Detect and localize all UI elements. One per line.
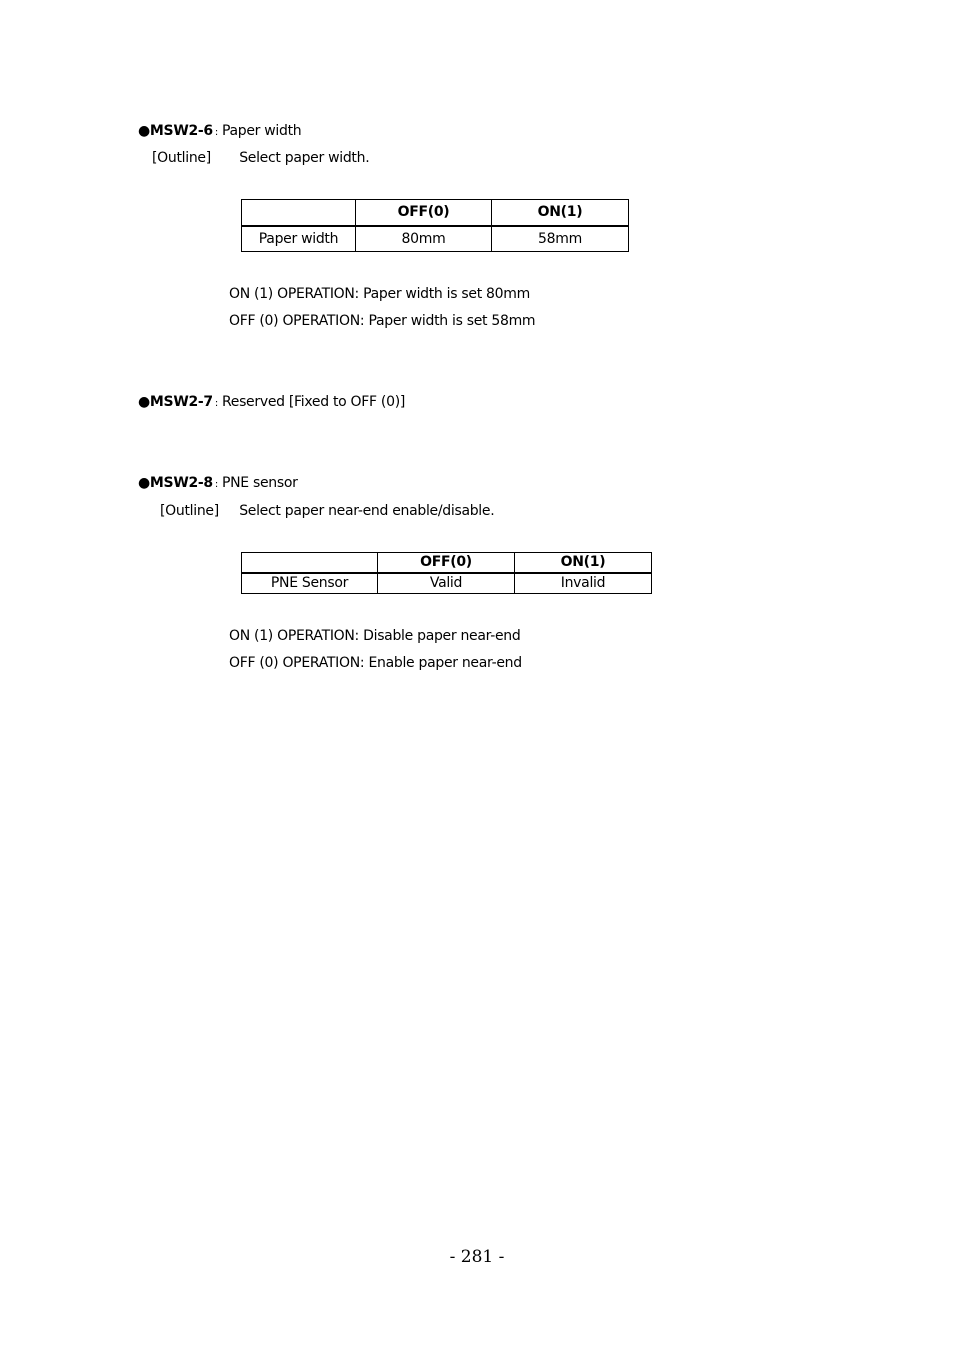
section-heading-msw2-7: [138, 393, 405, 413]
table-row: [242, 226, 629, 252]
table-row: [242, 573, 652, 594]
table-cell: 58mm: [492, 226, 629, 252]
table-cell: Paper width: [242, 226, 356, 252]
section-title: Paper width: [221, 123, 302, 139]
outline-text: Select paper width.: [239, 150, 370, 166]
colon: :: [214, 127, 218, 138]
section-title: Reserved [Fixed to OFF (0)]: [221, 394, 406, 410]
outline-tag: [Outline]: [160, 503, 219, 519]
table-header-cell: OFF(0): [356, 200, 492, 226]
section-label: MSW2-8: [149, 475, 213, 491]
bullet-icon: ●: [138, 475, 150, 491]
section-label: MSW2-7: [149, 394, 213, 410]
table-cell: PNE Sensor: [242, 573, 378, 594]
table-cell: Valid: [378, 573, 515, 594]
section-heading-msw2-8: [138, 474, 298, 494]
table-header-cell: ON(1): [492, 200, 629, 226]
section-title: PNE sensor: [221, 475, 298, 491]
outline-line: [160, 503, 494, 519]
operation-note: OFF (0) OPERATION: Enable paper near-end: [229, 655, 522, 671]
table-cell: Invalid: [515, 573, 652, 594]
outline-line: [152, 150, 369, 166]
section-heading-msw2-6: [138, 122, 301, 142]
outline-tag: [Outline]: [152, 150, 211, 166]
table-cell: 80mm: [356, 226, 492, 252]
setting-table: [241, 552, 652, 594]
colon: :: [214, 479, 218, 490]
section-label: MSW2-6: [149, 123, 213, 139]
operation-note: ON (1) OPERATION: Paper width is set 80mm: [229, 286, 530, 302]
table-header-cell: [242, 200, 356, 226]
setting-table: [241, 199, 629, 252]
colon: :: [214, 398, 218, 409]
page-number: - 281 -: [449, 1247, 505, 1267]
bullet-icon: ●: [138, 123, 150, 139]
outline-text: Select paper near-end enable/disable.: [239, 503, 495, 519]
table-header-cell: [242, 553, 378, 573]
bullet-icon: ●: [138, 394, 150, 410]
table-header-row: [242, 200, 629, 226]
table-header-cell: ON(1): [515, 553, 652, 573]
table-header-row: [242, 553, 652, 573]
operation-note: OFF (0) OPERATION: Paper width is set 58mm: [229, 313, 536, 329]
table-header-cell: OFF(0): [378, 553, 515, 573]
operation-note: ON (1) OPERATION: Disable paper near-end: [229, 628, 521, 644]
